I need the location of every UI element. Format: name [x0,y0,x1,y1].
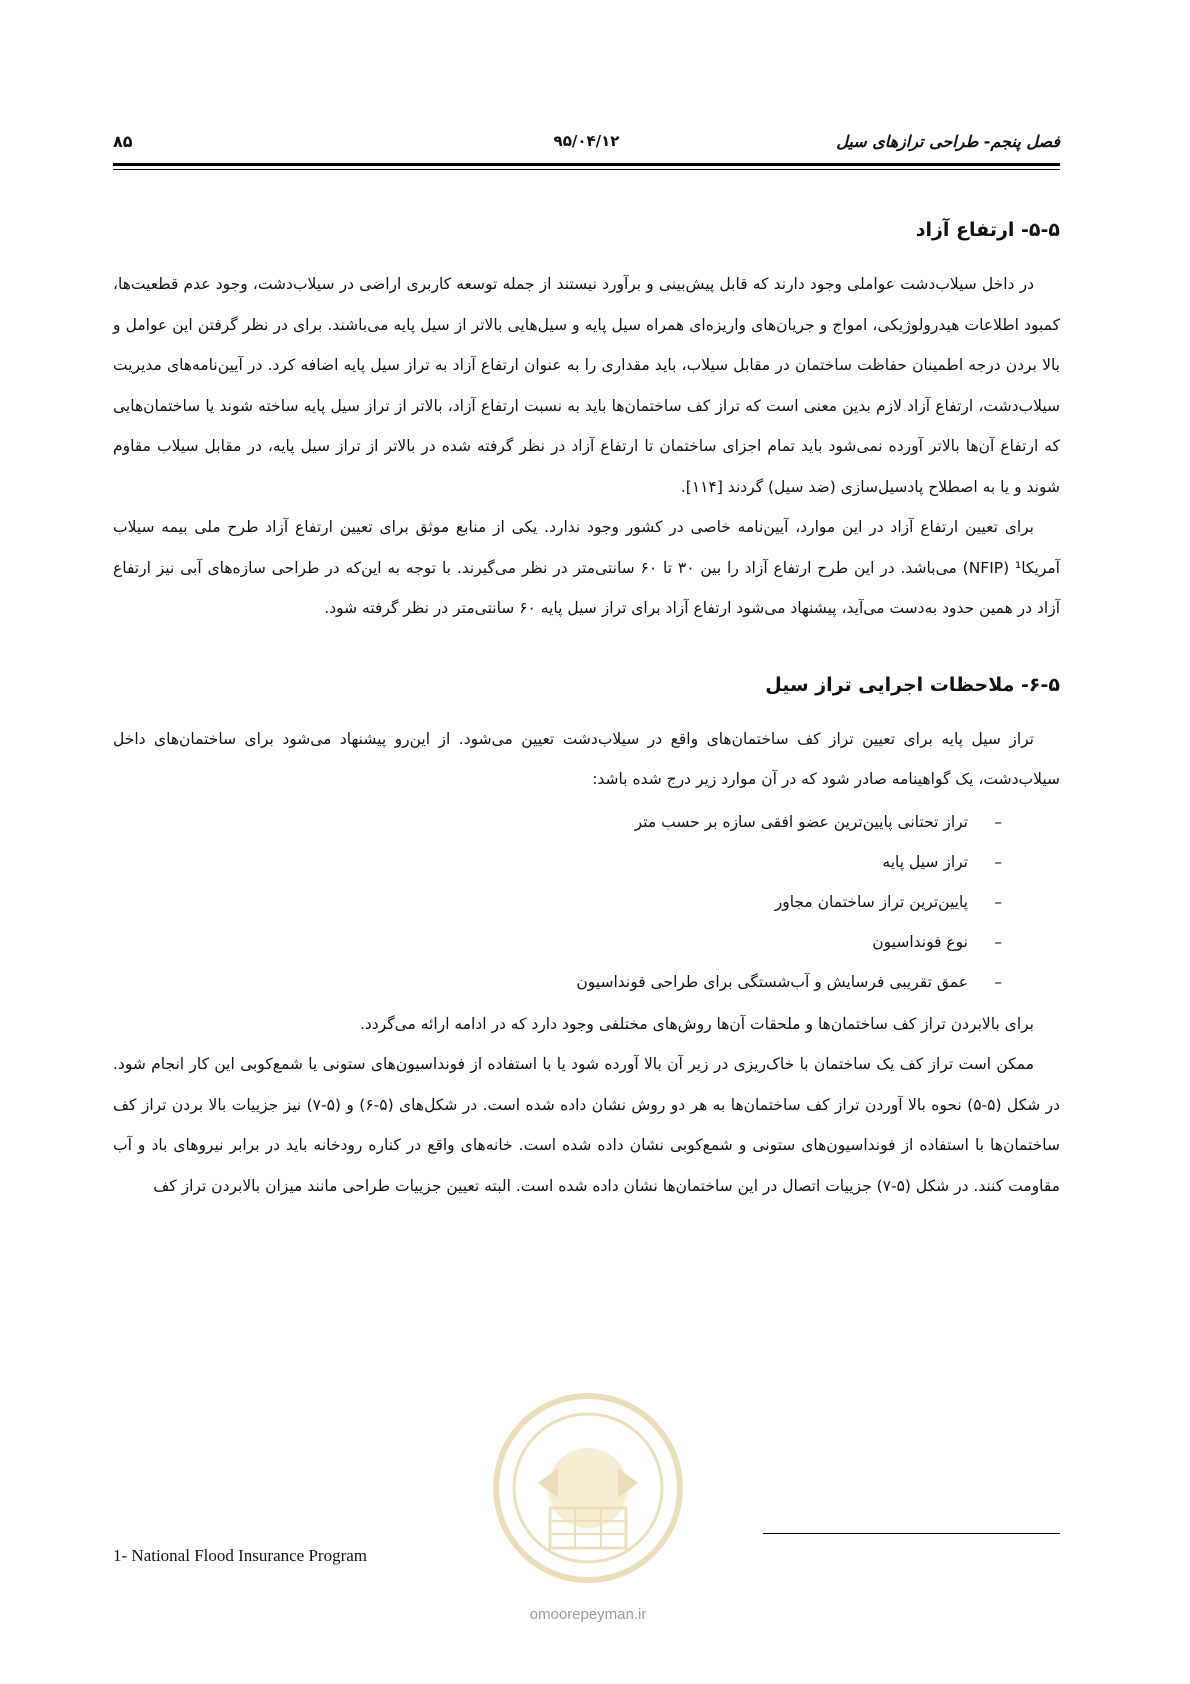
footnote: 1- National Flood Insurance Program [113,1546,367,1565]
section-heading-flood-level-considerations: ۶-۵- ملاحظات اجرایی تراز سیل [765,673,1060,696]
paragraph: برای تعیین ارتفاع آزاد در این موارد، آیین‌نامه خاصی در کشور وجود ندارد. یکی از منابع موثق برای تعیین ارتفاع آزاد طرح ملی بیمه سیلاب آمریکا¹ (NFIP) می‌باشد. در این طرح ارتفاع آزاد را بین ۳۰ تا ۶۰ سانتی‌متر در نظر می‌گیرند. با توجه به این‌که در طراحی سازه‌های آبی نیز ارتفاع آزاد در همین حدود به‌دست می‌آید، پیشنهاد می‌شود ارتفاع آزاد برای تراز سیل پایه ۶۰ سانتی‌متر در نظر گرفته شود. [113,518,1060,617]
header-rule-thin [113,169,1060,170]
footnote-separator [763,1533,1060,1534]
paragraph: برای بالابردن تراز کف ساختمان‌ها و ملحقات آن‌ها روش‌های مختلفی وجود دارد که در ادامه ارائه می‌گردد. [359,1014,1034,1033]
dash-bullet: – [994,852,1002,871]
header-rule-thick [113,163,1060,166]
dash-bullet: – [994,892,1002,911]
section-heading-freeboard: ۵-۵- ارتفاع آزاد [915,219,1060,241]
dash-bullet: – [994,812,1002,831]
list-item [113,882,1002,922]
page-body [113,210,1060,1206]
page-header [113,128,1060,158]
list-item-text: تراز تحتانی پایین‌ترین عضو افقی سازه بر حسب متر [634,812,968,831]
paragraph: در داخل سیلاب‌دشت عواملی وجود دارند که قابل پیش‌بینی و برآورد نیستند از جمله توسعه کاربری اراضی در سیلاب‌دشت، وجود عدم قطعیت‌ها، کمبود اطلاعات هیدرولوژیکی، امواج و جریان‌های واریزه‌ای همراه سیل پایه و سیل‌هایی بالاتر از سیل پایه می‌باشند. برای در نظر گرفتن این عوامل و بالا بردن درجه اطمینان حفاظت ساختمان در مقابل سیلاب، باید مقداری را به عنوان ارتفاع آزاد به تراز سیل پایه اضافه کرد. در آیین‌نامه‌های مدیریت سیلاب‌دشت، ارتفاع آزاد لازم بدین معنی است که تراز کف ساختمان‌ها باید به نسبت ارتفاع آزاد، بالاتر از تراز سیل پایه ساخته شوند یا ساختمان‌هایی که ارتفاع آن‌ها بالاتر آورده نمی‌شود باید تمام اجزای ساختمان تا ارتفاع آزاد در نظر گرفته شده در بالاتر از تراز سیل پایه، در مقابل سیلاب مقاوم شوند و یا به اصطلاح پادسیل‌سازی (ضد سیل) گردند [۱۱۴]. [113,275,1060,496]
list-item-text: نوع فونداسیون [872,932,968,951]
watermark-seal-icon [488,1388,688,1598]
list-item-text: تراز سیل پایه [882,852,968,871]
header-date: ۹۵/۰۴/۱۲ [553,132,620,150]
list-item [113,842,1002,882]
list-item [113,922,1002,962]
dash-bullet: – [994,972,1002,991]
list-item [113,802,1002,842]
chapter-title: فصل پنجم- طراحی ترازهای سیل [836,132,1060,151]
dash-bullet: – [994,932,1002,951]
page-number: ۸۵ [113,132,133,151]
list-item-text: پایین‌ترین تراز ساختمان مجاور [774,892,968,911]
paragraph: تراز سیل پایه برای تعیین تراز کف ساختمان‌های واقع در سیلاب‌دشت تعیین می‌شود. از این‌رو پیشنهاد می‌شود برای ساختمان‌های داخل سیلاب‌دشت، یک گواهینامه صادر شود که در آن موارد زیر درج شده باشد: [113,729,1060,788]
paragraph: ممکن است تراز کف یک ساختمان با خاک‌ریزی در زیر آن بالا آورده شود یا با استفاده از فونداسیون‌های ستونی یا شمع‌کوبی این کار انجام شود. در شکل (۵-۵) نحوه بالا آوردن تراز کف ساختمان‌ها به هر دو روش نشان داده شده است. در شکل‌های (۵-۶) و (۵-۷) نیز جزییات بالا بردن تراز کف ساختمان‌ها با استفاده از فونداسیون‌های ستونی و شمع‌کوبی نشان داده شده است. خانه‌های واقع در کناره رودخانه باید در برابر نیروهای باد و آب مقاومت کنند. در شکل (۵-۷) جزییات اتصال در این ساختمان‌ها نشان داده شده است. البته تعیین جزییات طراحی مانند میزان بالابردن تراز کف [113,1055,1060,1195]
list-item-text: عمق تقریبی فرسایش و آب‌شستگی برای طراحی فونداسیون [576,972,968,991]
bullet-list [113,802,1060,1002]
watermark-url: omoorepeyman.ir [529,1606,647,1623]
list-item [113,962,1002,1002]
